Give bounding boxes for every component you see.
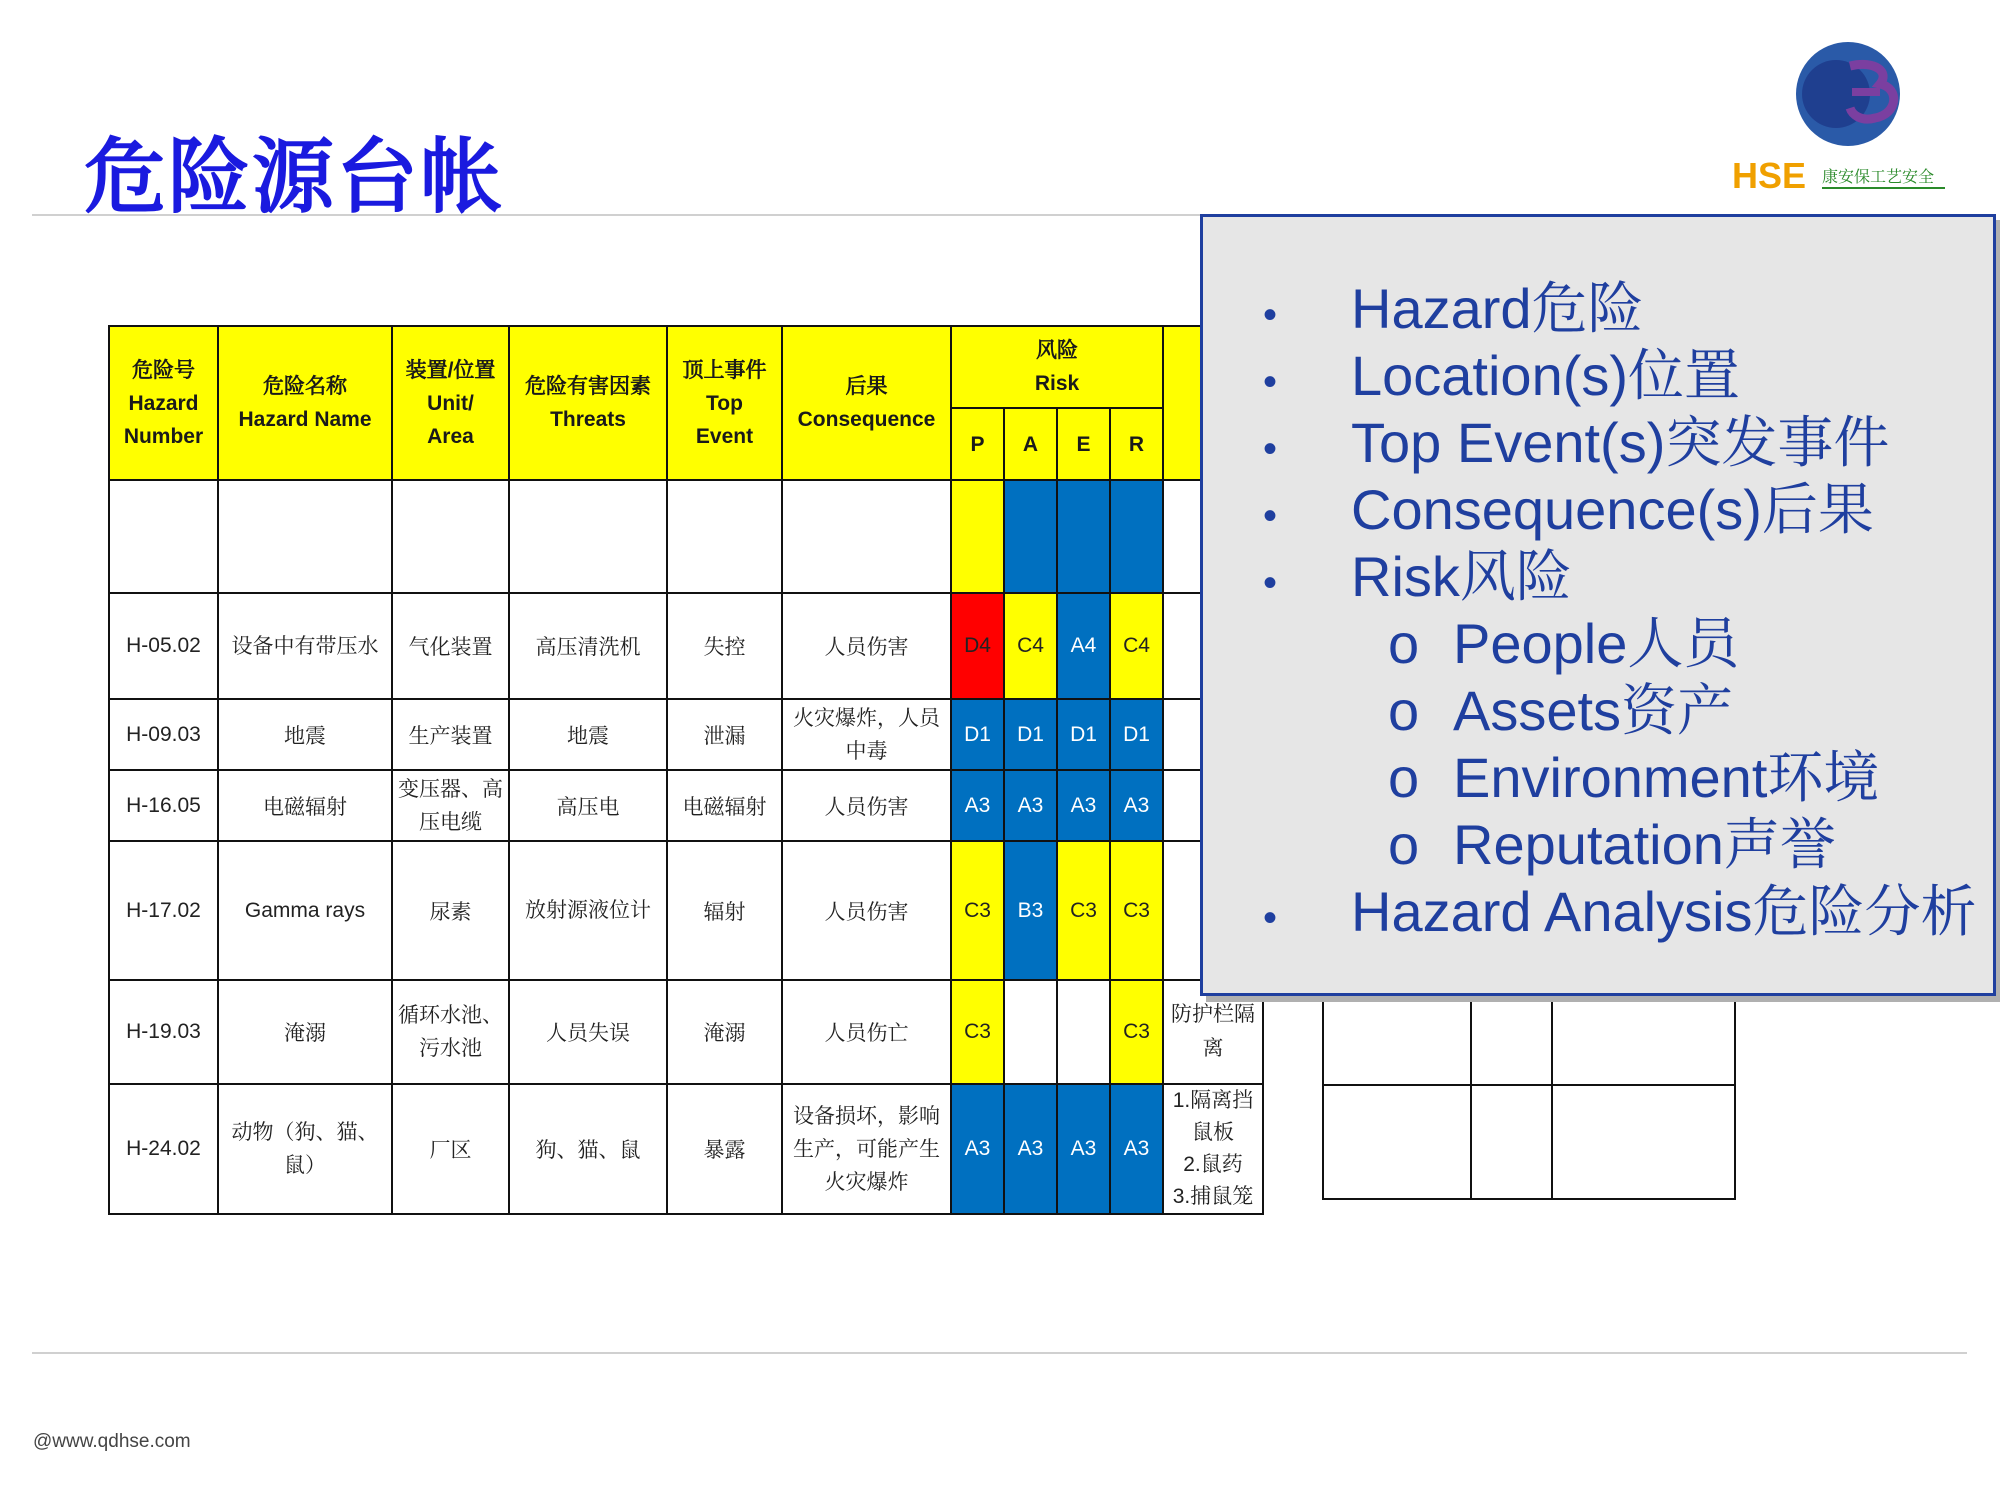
cell-name: 动物（狗、猫、鼠）: [218, 1084, 392, 1214]
table-row: [109, 1084, 1263, 1214]
cell-id: H-09.03: [109, 699, 218, 770]
cell-unit: 变压器、高压电缆: [392, 770, 509, 841]
header-risk-p: P: [951, 408, 1004, 480]
cell-risk-r: A3: [1110, 1084, 1163, 1214]
header-risk-e: E: [1057, 408, 1110, 480]
cell-risk-p: A3: [951, 770, 1004, 841]
cell-risk-e: A3: [1057, 770, 1110, 841]
cell-consequence: 设备损坏，影响生产，可能产生火灾爆炸: [782, 1084, 951, 1214]
bullet-hazard: • Hazard危险: [1263, 277, 1644, 340]
cell-threats: 高压清洗机: [509, 593, 667, 699]
header-consequence: 后果 Consequence: [782, 326, 951, 480]
cell-name: 设备中有带压水: [218, 593, 392, 699]
cell-name: Gamma rays: [218, 841, 392, 980]
cell-risk-r: [1110, 480, 1163, 593]
table-extension: [1322, 980, 1736, 1200]
cell-threats: 高压电: [509, 770, 667, 841]
hse-logo: [1730, 32, 1960, 202]
header-hazard-name: 危险名称 Hazard Name: [218, 326, 392, 480]
cell-risk-e: D1: [1057, 699, 1110, 770]
footer-divider: [32, 1352, 1967, 1354]
cell-risk-e: C3: [1057, 841, 1110, 980]
logo-subtitle: 康安保工艺安全: [1822, 167, 1935, 186]
cell-risk-r: D1: [1110, 699, 1163, 770]
cell-unit: [392, 480, 509, 593]
cell-top-event: [667, 480, 782, 593]
cell-risk-e: A4: [1057, 593, 1110, 699]
cell-risk-a: A3: [1004, 1084, 1057, 1214]
cell-risk-e: [1057, 480, 1110, 593]
cell-risk-a: C4: [1004, 593, 1057, 699]
cell-risk-e: [1057, 980, 1110, 1084]
cell-risk-a: [1004, 980, 1057, 1084]
bullet-top-event: • Top Event(s)突发事件: [1263, 411, 1890, 474]
cell-consequence: 人员伤亡: [782, 980, 951, 1084]
sub-bullet-people: o People人员: [1388, 612, 1740, 675]
bullet-location: • Location(s)位置: [1263, 344, 1741, 407]
bullet-risk: • Risk风险: [1263, 545, 1572, 608]
cell-id: H-19.03: [109, 980, 218, 1084]
footer-url: @www.qdhse.com: [33, 1431, 191, 1452]
table-row: [109, 841, 1263, 980]
table-row: [109, 980, 1263, 1084]
table-row: [109, 770, 1263, 841]
cell-consequence: 人员伤害: [782, 841, 951, 980]
header-risk-a: A: [1004, 408, 1057, 480]
table-row: [109, 480, 1263, 593]
cell-risk-r: C3: [1110, 841, 1163, 980]
cell-risk-r: A3: [1110, 770, 1163, 841]
cell-id: H-16.05: [109, 770, 218, 841]
cell-consequence: 人员伤害: [782, 770, 951, 841]
cell-consequence: [782, 480, 951, 593]
cell-name: [218, 480, 392, 593]
cell-top-event: 泄漏: [667, 699, 782, 770]
page-title: 危险源台帐: [84, 130, 505, 225]
cell-unit: 厂区: [392, 1084, 509, 1214]
sub-bullet-reputation: o Reputation声誉: [1388, 813, 1836, 876]
header-hazard-number: 危险号 Hazard Number: [109, 326, 218, 480]
cell-threats: [509, 480, 667, 593]
cell-risk-p: D1: [951, 699, 1004, 770]
cell-threats: 放射源液位计: [509, 841, 667, 980]
cell-threats: 狗、猫、鼠: [509, 1084, 667, 1214]
cell-extra: 1.隔离挡鼠板 2.鼠药 3.捕鼠笼: [1163, 1084, 1263, 1214]
cell-risk-a: D1: [1004, 699, 1057, 770]
cell-top-event: 电磁辐射: [667, 770, 782, 841]
cell-top-event: 淹溺: [667, 980, 782, 1084]
header-top-event: 顶上事件 Top Event: [667, 326, 782, 480]
sub-bullet-assets: o Assets资产: [1388, 679, 1734, 742]
cell-consequence: 火灾爆炸，人员中毒: [782, 699, 951, 770]
cell-threats: 地震: [509, 699, 667, 770]
summary-panel: [1200, 214, 1996, 996]
cell-risk-p: D4: [951, 593, 1004, 699]
hazard-register-table: [108, 325, 1264, 1215]
sub-bullet-environment: o Environment环境: [1388, 746, 1880, 809]
cell-top-event: 辐射: [667, 841, 782, 980]
header-unit-area: 装置/位置 Unit/ Area: [392, 326, 509, 480]
cell-risk-p: C3: [951, 980, 1004, 1084]
cell-risk-p: C3: [951, 841, 1004, 980]
table-row: [109, 699, 1263, 770]
table-row: [109, 593, 1263, 699]
table-header-row: [109, 326, 1263, 408]
cell-unit: 气化装置: [392, 593, 509, 699]
cell-threats: 人员失误: [509, 980, 667, 1084]
cell-risk-a: B3: [1004, 841, 1057, 980]
cell-unit: 循环水池、污水池: [392, 980, 509, 1084]
logo-text: HSE: [1732, 155, 1807, 196]
cell-top-event: 暴露: [667, 1084, 782, 1214]
cell-name: 淹溺: [218, 980, 392, 1084]
bullet-consequence: • Consequence(s)后果: [1263, 478, 1874, 541]
cell-risk-a: [1004, 480, 1057, 593]
bullet-hazard-analysis: • Hazard Analysis危险分析: [1263, 880, 1977, 943]
header-risk: 风险 Risk: [951, 326, 1163, 408]
cell-unit: 生产装置: [392, 699, 509, 770]
cell-risk-p: A3: [951, 1084, 1004, 1214]
cell-risk-r: C4: [1110, 593, 1163, 699]
cell-id: H-17.02: [109, 841, 218, 980]
header-risk-r: R: [1110, 408, 1163, 480]
cell-risk-e: A3: [1057, 1084, 1110, 1214]
cell-id: [109, 480, 218, 593]
cell-consequence: 人员伤害: [782, 593, 951, 699]
cell-name: 电磁辐射: [218, 770, 392, 841]
cell-name: 地震: [218, 699, 392, 770]
cell-risk-r: C3: [1110, 980, 1163, 1084]
cell-id: H-24.02: [109, 1084, 218, 1214]
cell-risk-p: [951, 480, 1004, 593]
header-threats: 危险有害因素 Threats: [509, 326, 667, 480]
cell-risk-a: A3: [1004, 770, 1057, 841]
cell-id: H-05.02: [109, 593, 218, 699]
cell-unit: 尿素: [392, 841, 509, 980]
cell-extra: 防护栏隔离: [1163, 980, 1263, 1084]
cell-top-event: 失控: [667, 593, 782, 699]
